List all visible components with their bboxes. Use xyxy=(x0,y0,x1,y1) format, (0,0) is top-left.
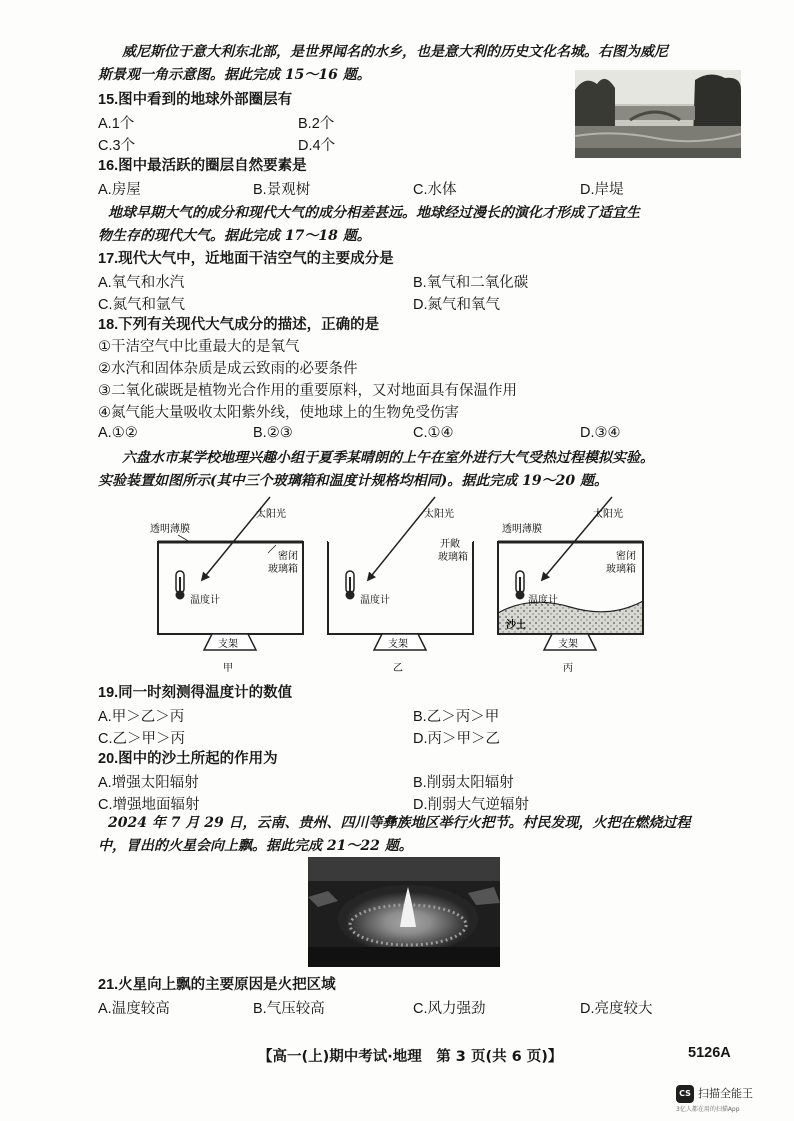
q21-stem: 21.火星向上飘的主要原因是火把区域 xyxy=(98,977,336,993)
box-c-sealed-label1: 密闭 xyxy=(616,551,636,562)
q17-stem: 17.现代大气中，近地面干洁空气的主要成分是 xyxy=(98,251,394,267)
q21-options xyxy=(98,997,718,1017)
q15-option-c[interactable]: C.3个 xyxy=(98,138,136,154)
q15-options xyxy=(98,112,568,132)
q20-option-b[interactable]: B.削弱太阳辐射 xyxy=(413,775,514,791)
q18-item-1: ①干洁空气中比重最大的是氧气 xyxy=(98,339,300,355)
box-c-thermometer-label: 温度计 xyxy=(528,595,558,606)
intro-torch-line2: 中，冒出的火星会向上飘。据此完成 21～22 题。 xyxy=(98,838,413,854)
q19-option-b[interactable]: B.乙＞丙＞甲 xyxy=(413,709,500,725)
intro-venice-line2: 斯景观一角示意图。据此完成 15～16 题。 xyxy=(98,67,371,83)
q15-option-d[interactable]: D.4个 xyxy=(298,138,336,154)
watermark-slogan: 3亿人都在用的扫描App xyxy=(676,1106,740,1113)
q21-option-a[interactable]: A.温度较高 xyxy=(98,1001,170,1017)
q19-option-a[interactable]: A.甲＞乙＞丙 xyxy=(98,709,185,725)
q15-option-b[interactable]: B.2个 xyxy=(298,116,335,132)
q16-option-a[interactable]: A.房屋 xyxy=(98,182,141,198)
q18-options xyxy=(98,425,718,445)
intro-atmosphere-line1: 地球早期大气的成分和现代大气的成分相差甚远。地球经过漫长的演化才形成了适宜生 xyxy=(108,205,640,221)
box-c-sunlight-label: 太阳光 xyxy=(593,509,623,520)
q18-option-d[interactable]: D.③④ xyxy=(580,425,621,441)
box-b-sunlight-label: 太阳光 xyxy=(424,509,454,520)
q15-option-a[interactable]: A.1个 xyxy=(98,116,135,132)
q15-stem: 15.图中看到的地球外部圈层有 xyxy=(98,92,293,108)
q15-options-row2 xyxy=(98,134,568,154)
q18-option-a[interactable]: A.①② xyxy=(98,425,138,441)
q18-item-2: ②水汽和固体杂质是成云致雨的必要条件 xyxy=(98,361,358,377)
q19-options xyxy=(98,705,718,725)
q21-option-c[interactable]: C.风力强劲 xyxy=(413,1001,486,1017)
q20-option-d[interactable]: D.削弱大气逆辐射 xyxy=(413,797,529,813)
box-a-label: 甲 xyxy=(223,663,233,674)
q20-option-a[interactable]: A.增强太阳辐射 xyxy=(98,775,199,791)
intro-torch-line1: 2024 年 7 月 29 日，云南、贵州、四川等彝族地区举行火把节。村民发现，火把在燃烧过程 xyxy=(108,815,691,831)
q19-option-d[interactable]: D.丙＞甲＞乙 xyxy=(413,731,500,747)
box-a-thermometer-label: 温度计 xyxy=(190,595,220,606)
box-c xyxy=(498,497,643,674)
box-a-sealed-label2: 玻璃箱 xyxy=(268,564,298,575)
q21-option-b[interactable]: B.气压较高 xyxy=(253,1001,325,1017)
q17-option-c[interactable]: C.氮气和氩气 xyxy=(98,297,185,313)
q20-options-row2 xyxy=(98,793,718,813)
box-b-label: 乙 xyxy=(393,663,403,674)
q20-option-c[interactable]: C.增强地面辐射 xyxy=(98,797,200,813)
intro-experiment-line2: 实验装置如图所示(其中三个玻璃箱和温度计规格均相同)。据此完成 19～20 题。 xyxy=(98,473,608,489)
intro-venice-line1: 威尼斯位于意大利东北部，是世界闻名的水乡，也是意大利的历史文化名城。右图为威尼 xyxy=(122,44,668,60)
q19-stem: 19.同一时刻测得温度计的数值 xyxy=(98,685,293,701)
box-b-open-label2: 玻璃箱 xyxy=(438,552,468,563)
intro-experiment-line1: 六盘水市某学校地理兴趣小组于夏季某晴朗的上午在室外进行大气受热过程模拟实验。 xyxy=(122,450,654,466)
q20-options xyxy=(98,771,718,791)
paper-code: 5126A xyxy=(688,1045,731,1061)
q18-item-4: ④氮气能大量吸收太阳紫外线，使地球上的生物免受伤害 xyxy=(98,405,459,421)
q16-option-d[interactable]: D.岸堤 xyxy=(580,182,624,198)
box-c-stand-label: 支架 xyxy=(558,639,578,650)
q18-item-3: ③二氧化碳既是植物光合作用的重要原料，又对地面具有保温作用 xyxy=(98,383,517,399)
camscanner-logo-icon: CS xyxy=(676,1085,694,1103)
q16-option-b[interactable]: B.景观树 xyxy=(253,182,311,198)
torch-festival-photo xyxy=(308,857,500,967)
q16-option-c[interactable]: C.水体 xyxy=(413,182,457,198)
box-a-sealed-label1: 密闭 xyxy=(278,551,298,562)
q17-option-d[interactable]: D.氮气和氧气 xyxy=(413,297,500,313)
box-c-sealed-label2: 玻璃箱 xyxy=(606,564,636,575)
box-c-label: 丙 xyxy=(563,663,573,674)
box-b xyxy=(328,497,473,674)
q17-option-b[interactable]: B.氧气和二氧化碳 xyxy=(413,275,529,291)
q19-option-c[interactable]: C.乙＞甲＞丙 xyxy=(98,731,185,747)
q21-option-d[interactable]: D.亮度较大 xyxy=(580,1001,653,1017)
box-c-sand-label: 沙土 xyxy=(506,620,526,631)
box-b-stand-label: 支架 xyxy=(388,639,408,650)
q17-options-row2 xyxy=(98,293,718,313)
q18-option-c[interactable]: C.①④ xyxy=(413,425,454,441)
q17-options xyxy=(98,271,718,291)
box-b-open-label1: 开敞 xyxy=(440,539,460,550)
q16-options xyxy=(98,178,698,198)
q19-options-row2 xyxy=(98,727,718,747)
q18-option-b[interactable]: B.②③ xyxy=(253,425,293,441)
scanner-watermark xyxy=(672,1083,790,1113)
q16-stem: 16.图中最活跃的圈层自然要素是 xyxy=(98,158,307,174)
watermark-app-name: 扫描全能王 xyxy=(698,1087,753,1100)
box-a-film-label: 透明薄膜 xyxy=(150,524,190,535)
box-a xyxy=(150,497,303,674)
box-b-thermometer-label: 温度计 xyxy=(360,595,390,606)
venice-photo xyxy=(575,70,741,158)
box-c-film-label: 透明薄膜 xyxy=(502,524,542,535)
box-a-sunlight-label: 太阳光 xyxy=(256,509,286,520)
q17-option-a[interactable]: A.氧气和水汽 xyxy=(98,275,185,291)
page-footer: 【高一(上)期中考试·地理 第 3 页(共 6 页)】 xyxy=(258,1049,563,1065)
q20-stem: 20.图中的沙土所起的作用为 xyxy=(98,751,278,767)
intro-atmosphere-line2: 物生存的现代大气。据此完成 17～18 题。 xyxy=(98,228,371,244)
box-a-stand-label: 支架 xyxy=(218,639,238,650)
q18-stem: 18.下列有关现代大气成分的描述，正确的是 xyxy=(98,317,380,333)
experiment-diagram xyxy=(150,495,650,680)
